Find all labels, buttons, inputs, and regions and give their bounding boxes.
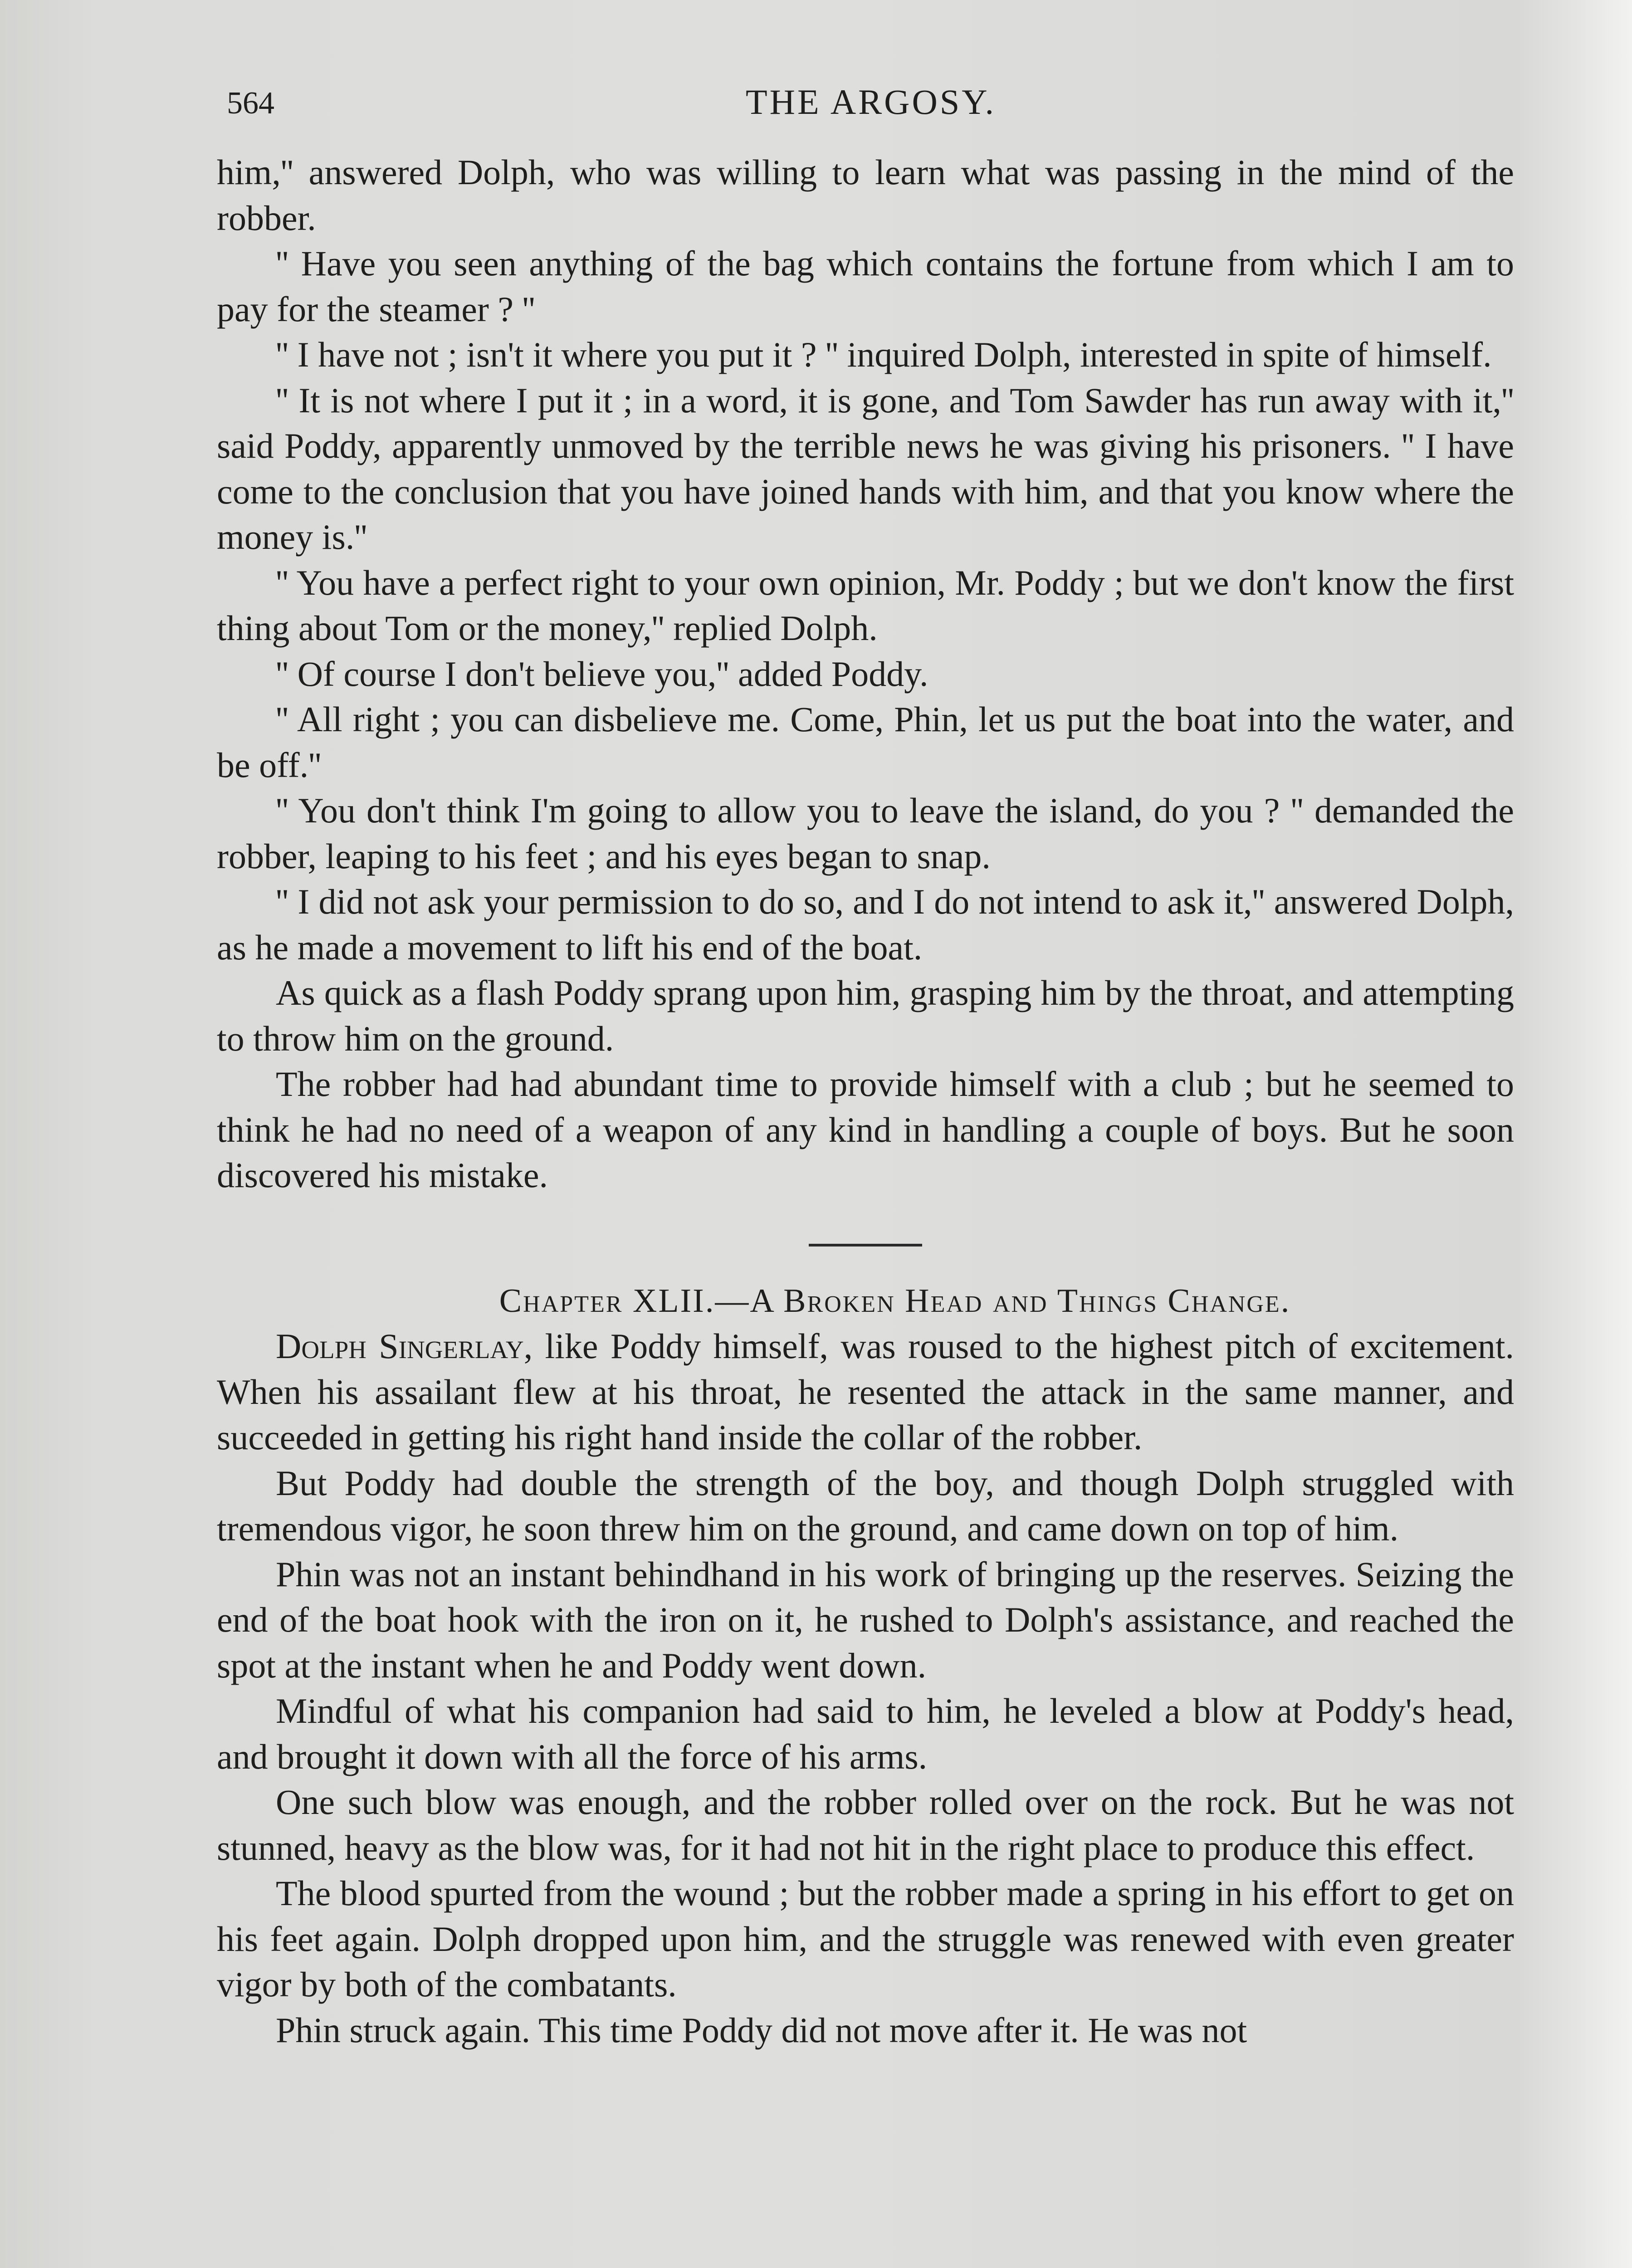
chapter-opening-paragraph — [217, 1324, 1514, 1461]
paragraph: As quick as a flash Poddy sprang upon him, grasping him by the throat, and attempting to throw him on the ground. — [217, 973, 1514, 1058]
paragraph: '' Have you seen anything of the bag which contains the fortune from which I am to pay for the steamer ? '' — [217, 244, 1514, 329]
running-title: THE ARGOSY. — [746, 82, 996, 122]
paragraph: One such blow was enough, and the robber rolled over on the rock. But he was not stunned, heavy as the blow was, for it had not hit in the right place to produce this effect. — [217, 1782, 1514, 1867]
paragraph: '' You have a perfect right to your own opinion, Mr. Poddy ; but we don't know the first thing about Tom or the money,'' replied Dolph. — [217, 562, 1514, 648]
page-header — [227, 82, 1515, 132]
paragraph: '' It is not where I put it ; in a word, it is gone, and Tom Sawder has run away with it,'' said Poddy, apparently unmoved by the terrible news he was giving his prisoners. '' I have come to the conclusion that you have joined hands with him, and that you know where the money is.'' — [217, 380, 1514, 557]
paragraph: Phin struck again. This time Poddy did not move after it. He was not — [276, 2010, 1247, 2050]
paragraph: Phin was not an instant behindhand in his work of bringing up the reserves. Seizing the end of the boat hook with the iron on it, he rushed to Dolph's assistance, and reached the spot at the instant when he and Poddy went down. — [217, 1554, 1514, 1685]
page-number: 564 — [227, 86, 274, 121]
paragraph: The robber had had abundant time to provide himself with a club ; but he seemed to think he had no need of a weapon of any kind in handling a couple of boys. But he soon discovered his mistake. — [217, 1064, 1514, 1195]
paragraph: Mindful of what his companion had said to him, he leveled a blow at Poddy's head, and brought it down with all the force of his arms. — [217, 1691, 1514, 1776]
paragraph: him,'' answered Dolph, who was willing to learn what was passing in the mind of the robber. — [217, 152, 1514, 238]
paragraph: '' I have not ; isn't it where you put it ? '' inquired Dolph, interested in spite of himself. — [276, 335, 1492, 374]
paragraph: '' You don't think I'm going to allow you to leave the island, do you ? '' demanded the robber, leaping to his feet ; and his eyes began to snap. — [217, 791, 1514, 876]
paragraph: '' I did not ask your permission to do so, and I do not intend to ask it,'' answered Dolph, as he made a movement to lift his end of the boat. — [217, 882, 1514, 967]
paragraph: The blood spurted from the wound ; but the robber made a spring in his effort to get on his feet again. Dolph dropped upon him, and the struggle was renewed with even greater vigor by both of the combatants. — [217, 1873, 1514, 2004]
body-text — [217, 150, 1514, 2053]
paragraph: '' Of course I don't believe you,'' added Poddy. — [276, 654, 928, 694]
chapter-opening-text: like Poddy himself, was roused to the highest pitch of excitement. When his assailant flew at his throat, he resented the attack in the same manner, and succeeded in getting his right hand inside the collar of the robber. — [217, 1326, 1514, 1457]
section-divider — [809, 1244, 922, 1246]
chapter-opening-lead: Dolph Singerlay, — [276, 1326, 533, 1366]
paragraph: '' All right ; you can disbelieve me. Come, Phin, let us put the boat into the water, and be off.'' — [217, 699, 1514, 785]
paragraph: But Poddy had double the strength of the boy, and though Dolph struggled with tremendous vigor, he soon threw him on the ground, and came down on top of him. — [217, 1463, 1514, 1548]
chapter-heading: Chapter XLII.—A Broken Head and Things Change. — [499, 1282, 1291, 1320]
